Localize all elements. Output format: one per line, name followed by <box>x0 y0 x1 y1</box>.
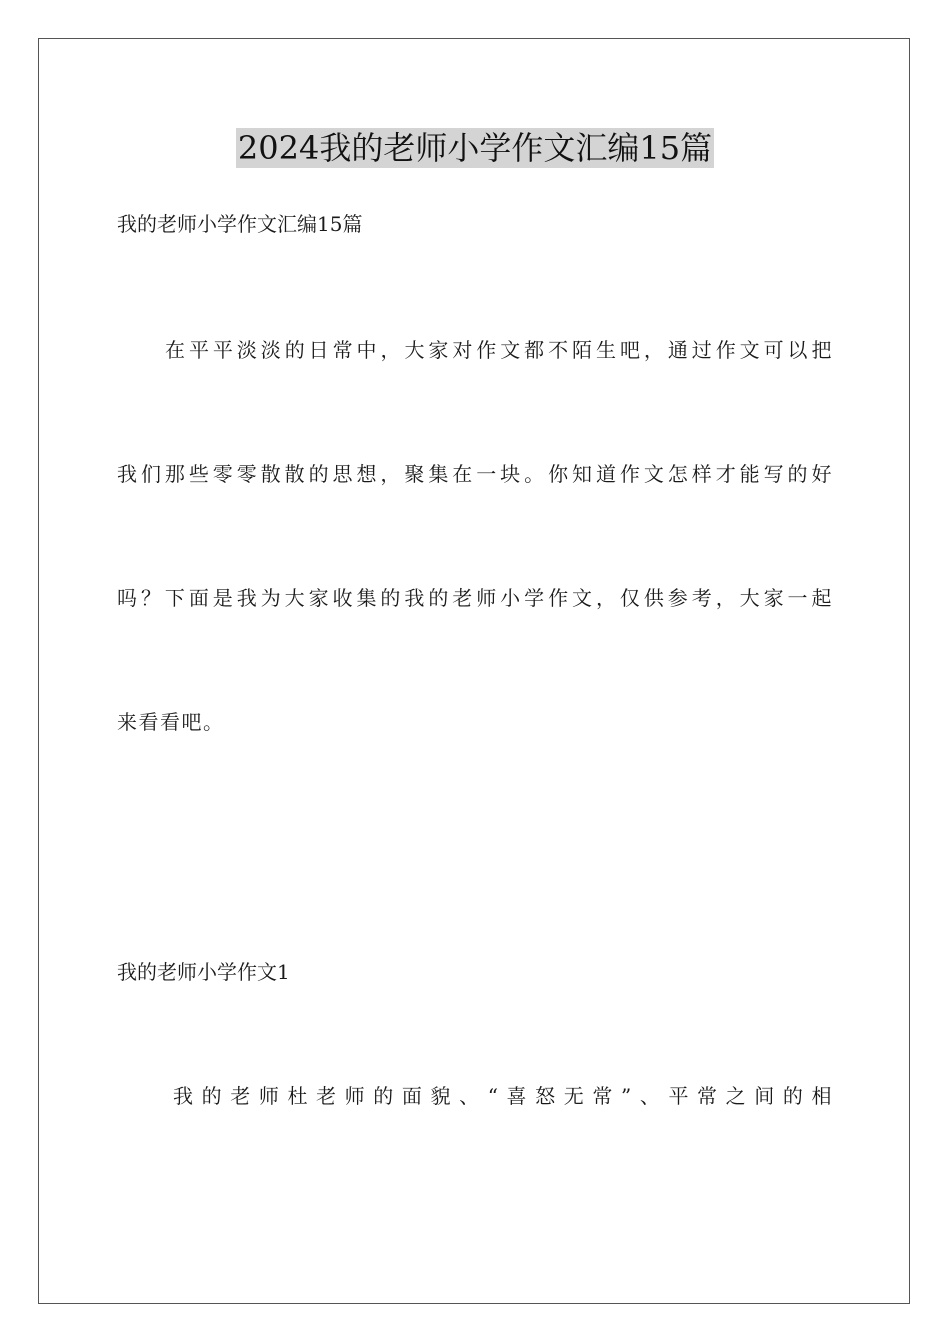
intro-line-2: 我们那些零零散散的思想，聚集在一块。你知道作文怎样才能写的好 <box>117 462 833 486</box>
section-heading: 我的老师小学作文1 <box>117 960 290 984</box>
document-subtitle: 我的老师小学作文汇编15篇 <box>117 212 363 236</box>
intro-line-1: 在平平淡淡的日常中，大家对作文都不陌生吧，通过作文可以把 <box>165 338 833 362</box>
intro-line-4: 来看看吧。 <box>117 710 225 734</box>
intro-line-3: 吗？下面是我为大家收集的我的老师小学作文，仅供参考，大家一起 <box>117 586 833 610</box>
title-container <box>0 128 950 168</box>
document-title: 2024我的老师小学作文汇编15篇 <box>237 129 713 167</box>
section-line-1: 我的老师杜老师的面貌、“喜怒无常”、平常之间的相 <box>173 1084 833 1108</box>
